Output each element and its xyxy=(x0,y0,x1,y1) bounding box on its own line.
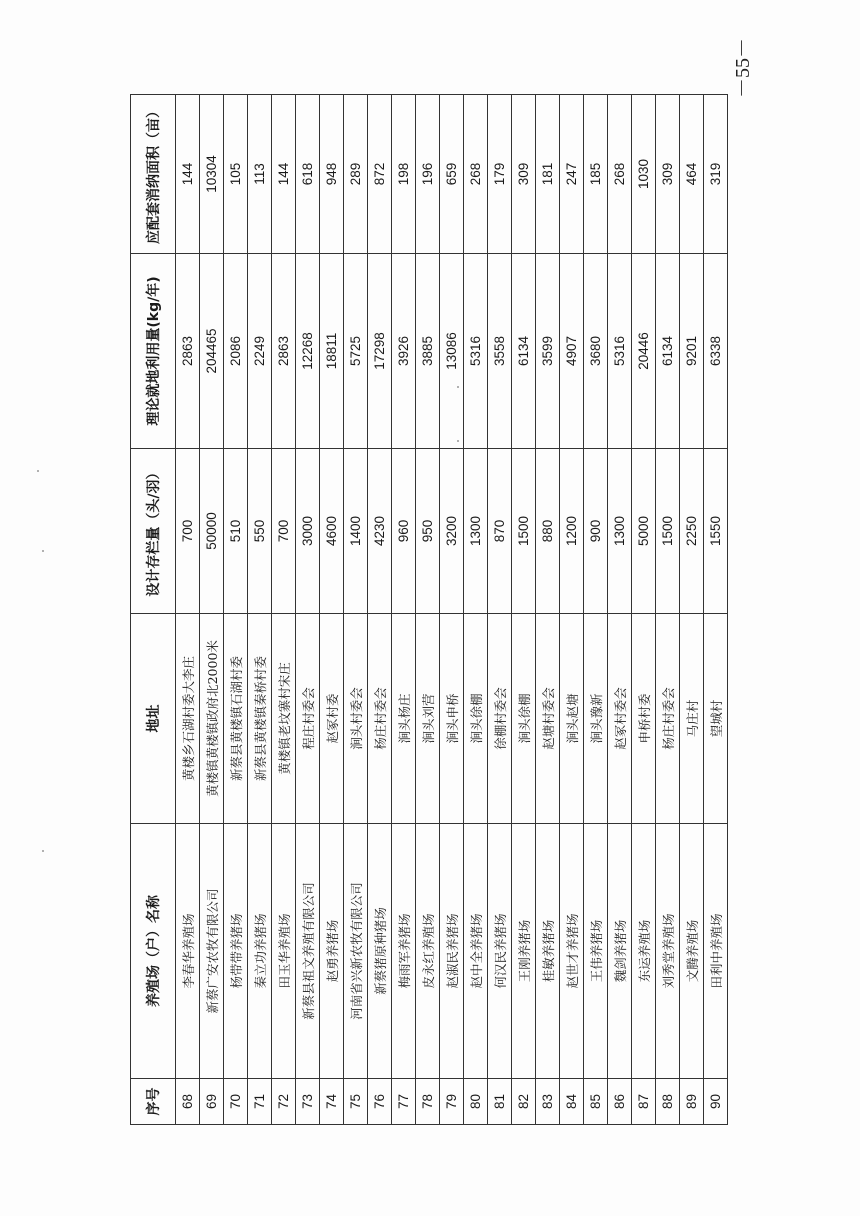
cell-farm-name: 新蔡县祖文养殖有限公司 xyxy=(296,824,320,1079)
cell-capacity: 950 xyxy=(416,449,440,614)
cell-capacity: 50000 xyxy=(200,449,224,614)
cell-land-use: 3680 xyxy=(584,254,608,449)
cell-land-use: 20446 xyxy=(632,254,656,449)
table-row xyxy=(656,95,680,1125)
cell-address: 程庄村委会 xyxy=(296,614,320,824)
rotated-table-container xyxy=(130,95,724,1125)
cell-seq: 86 xyxy=(608,1079,632,1125)
cell-land-use: 2863 xyxy=(176,254,200,449)
cell-land-use: 204465 xyxy=(200,254,224,449)
table-row xyxy=(464,95,488,1125)
cell-land-use: 17298 xyxy=(368,254,392,449)
cell-area: 659 xyxy=(440,95,464,254)
cell-capacity: 4600 xyxy=(320,449,344,614)
table-row xyxy=(512,95,536,1125)
cell-area: 268 xyxy=(608,95,632,254)
cell-capacity: 1400 xyxy=(344,449,368,614)
cell-seq: 74 xyxy=(320,1079,344,1125)
table-row xyxy=(608,95,632,1125)
cell-farm-name: 何汉民养猪场 xyxy=(488,824,512,1079)
cell-farm-name: 新蔡猪原种猪场 xyxy=(368,824,392,1079)
cell-farm-name: 文腾养殖场 xyxy=(680,824,704,1079)
cell-land-use: 5316 xyxy=(608,254,632,449)
cell-area: 181 xyxy=(536,95,560,254)
scan-speck xyxy=(37,470,39,472)
cell-land-use: 12268 xyxy=(296,254,320,449)
cell-capacity: 1200 xyxy=(560,449,584,614)
table-row xyxy=(440,95,464,1125)
cell-address: 涧头刘营 xyxy=(416,614,440,824)
cell-area: 268 xyxy=(464,95,488,254)
cell-land-use: 3926 xyxy=(392,254,416,449)
cell-seq: 73 xyxy=(296,1079,320,1125)
scan-speck xyxy=(42,850,44,852)
cell-area: 948 xyxy=(320,95,344,254)
cell-capacity: 900 xyxy=(584,449,608,614)
cell-area: 10304 xyxy=(200,95,224,254)
table-row xyxy=(344,95,368,1125)
cell-area: 618 xyxy=(296,95,320,254)
cell-land-use: 3558 xyxy=(488,254,512,449)
cell-land-use: 2086 xyxy=(224,254,248,449)
cell-land-use: 9201 xyxy=(680,254,704,449)
cell-seq: 80 xyxy=(464,1079,488,1125)
cell-seq: 76 xyxy=(368,1079,392,1125)
header-required-area: 应配套消纳面积（亩） xyxy=(131,95,176,254)
page-number: －55－ xyxy=(732,38,754,98)
cell-farm-name: 田玉华养殖场 xyxy=(272,824,296,1079)
cell-capacity: 880 xyxy=(536,449,560,614)
cell-capacity: 1550 xyxy=(704,449,728,614)
table-row xyxy=(536,95,560,1125)
table-header-row xyxy=(131,95,176,1125)
table-body xyxy=(176,95,728,1125)
cell-capacity: 5000 xyxy=(632,449,656,614)
cell-area: 179 xyxy=(488,95,512,254)
cell-address: 望城村 xyxy=(704,614,728,824)
cell-address: 涧头杨庄 xyxy=(392,614,416,824)
cell-capacity: 510 xyxy=(224,449,248,614)
cell-farm-name: 秦立功养猪场 xyxy=(248,824,272,1079)
cell-land-use: 5725 xyxy=(344,254,368,449)
cell-farm-name: 赵淑民养猪场 xyxy=(440,824,464,1079)
cell-farm-name: 皮永红养殖场 xyxy=(416,824,440,1079)
cell-area: 289 xyxy=(344,95,368,254)
cell-area: 872 xyxy=(368,95,392,254)
cell-seq: 68 xyxy=(176,1079,200,1125)
cell-seq: 72 xyxy=(272,1079,296,1125)
table-row xyxy=(680,95,704,1125)
cell-address: 黄楼乡石湖村委大李庄 xyxy=(176,614,200,824)
cell-address: 新蔡县黄楼镇石湖村委 xyxy=(224,614,248,824)
cell-seq: 82 xyxy=(512,1079,536,1125)
cell-land-use: 18811 xyxy=(320,254,344,449)
cell-land-use: 3599 xyxy=(536,254,560,449)
cell-land-use: 3885 xyxy=(416,254,440,449)
table-row xyxy=(368,95,392,1125)
table-row xyxy=(272,95,296,1125)
cell-capacity: 550 xyxy=(248,449,272,614)
cell-address: 涧头徐棚 xyxy=(512,614,536,824)
cell-capacity: 960 xyxy=(392,449,416,614)
table-row xyxy=(560,95,584,1125)
cell-seq: 83 xyxy=(536,1079,560,1125)
cell-area: 144 xyxy=(272,95,296,254)
table-row xyxy=(632,95,656,1125)
table-row xyxy=(248,95,272,1125)
cell-area: 247 xyxy=(560,95,584,254)
cell-farm-name: 河南省兴新农牧有限公司 xyxy=(344,824,368,1079)
table-row xyxy=(176,95,200,1125)
header-address: 地址 xyxy=(131,614,176,824)
cell-land-use: 6134 xyxy=(512,254,536,449)
cell-farm-name: 王刚养猪场 xyxy=(512,824,536,1079)
cell-seq: 77 xyxy=(392,1079,416,1125)
cell-address: 马庄村 xyxy=(680,614,704,824)
cell-capacity: 3200 xyxy=(440,449,464,614)
cell-capacity: 1500 xyxy=(656,449,680,614)
cell-area: 185 xyxy=(584,95,608,254)
table-row xyxy=(200,95,224,1125)
cell-address: 赵冢村委会 xyxy=(608,614,632,824)
cell-capacity: 1300 xyxy=(464,449,488,614)
cell-land-use: 6134 xyxy=(656,254,680,449)
cell-address: 申桥村委 xyxy=(632,614,656,824)
cell-land-use: 5316 xyxy=(464,254,488,449)
table-row xyxy=(488,95,512,1125)
header-land-use: 理论就地利用量(kg/年) xyxy=(131,254,176,449)
cell-capacity: 1300 xyxy=(608,449,632,614)
cell-seq: 71 xyxy=(248,1079,272,1125)
cell-capacity: 1500 xyxy=(512,449,536,614)
cell-seq: 87 xyxy=(632,1079,656,1125)
cell-seq: 88 xyxy=(656,1079,680,1125)
scan-speck xyxy=(42,550,44,552)
cell-address: 涧头豫新 xyxy=(584,614,608,824)
cell-farm-name: 杨带带养猪场 xyxy=(224,824,248,1079)
table-row xyxy=(584,95,608,1125)
cell-land-use: 2863 xyxy=(272,254,296,449)
cell-capacity: 2250 xyxy=(680,449,704,614)
cell-address: 新蔡县黄楼镇秦桥村委 xyxy=(248,614,272,824)
cell-capacity: 4230 xyxy=(368,449,392,614)
cell-seq: 84 xyxy=(560,1079,584,1125)
cell-area: 196 xyxy=(416,95,440,254)
table-row xyxy=(704,95,728,1125)
cell-farm-name: 桂敏养猪场 xyxy=(536,824,560,1079)
cell-farm-name: 新蔡广安农牧有限公司 xyxy=(200,824,224,1079)
cell-capacity: 700 xyxy=(272,449,296,614)
cell-seq: 78 xyxy=(416,1079,440,1125)
cell-capacity: 870 xyxy=(488,449,512,614)
cell-farm-name: 赵中全养猪场 xyxy=(464,824,488,1079)
cell-farm-name: 魏剑养猪场 xyxy=(608,824,632,1079)
cell-seq: 90 xyxy=(704,1079,728,1125)
cell-address: 徐棚村委会 xyxy=(488,614,512,824)
table-row xyxy=(320,95,344,1125)
cell-area: 113 xyxy=(248,95,272,254)
cell-farm-name: 梅雨军养猪场 xyxy=(392,824,416,1079)
cell-area: 1030 xyxy=(632,95,656,254)
cell-address: 涧头申桥 xyxy=(440,614,464,824)
cell-farm-name: 赵世才养猪场 xyxy=(560,824,584,1079)
cell-area: 105 xyxy=(224,95,248,254)
cell-address: 赵冢村委 xyxy=(320,614,344,824)
table-row xyxy=(224,95,248,1125)
cell-address: 黄楼镇老坟寨村宋庄 xyxy=(272,614,296,824)
cell-farm-name: 赵勇养猪场 xyxy=(320,824,344,1079)
cell-seq: 69 xyxy=(200,1079,224,1125)
cell-area: 144 xyxy=(176,95,200,254)
table-row xyxy=(392,95,416,1125)
cell-area: 309 xyxy=(512,95,536,254)
table-row xyxy=(416,95,440,1125)
cell-seq: 70 xyxy=(224,1079,248,1125)
livestock-farm-table xyxy=(130,94,728,1125)
cell-farm-name: 刘秀堂养殖场 xyxy=(656,824,680,1079)
cell-area: 319 xyxy=(704,95,728,254)
cell-address: 涧头村委会 xyxy=(344,614,368,824)
cell-seq: 79 xyxy=(440,1079,464,1125)
cell-land-use: 13086 xyxy=(440,254,464,449)
cell-address: 涧头徐棚 xyxy=(464,614,488,824)
cell-seq: 89 xyxy=(680,1079,704,1125)
cell-area: 309 xyxy=(656,95,680,254)
cell-address: 赵塘村委会 xyxy=(536,614,560,824)
header-design-capacity: 设计存栏量（头/羽） xyxy=(131,449,176,614)
cell-address: 涧头赵塘 xyxy=(560,614,584,824)
cell-seq: 81 xyxy=(488,1079,512,1125)
cell-farm-name: 王伟养猪场 xyxy=(584,824,608,1079)
header-farm-name: 养殖场（户）名称 xyxy=(131,824,176,1079)
cell-farm-name: 李春华养殖场 xyxy=(176,824,200,1079)
table-row xyxy=(296,95,320,1125)
cell-area: 198 xyxy=(392,95,416,254)
header-seq: 序号 xyxy=(131,1079,176,1125)
cell-farm-name: 东运养殖场 xyxy=(632,824,656,1079)
cell-land-use: 2249 xyxy=(248,254,272,449)
cell-land-use: 6338 xyxy=(704,254,728,449)
cell-seq: 75 xyxy=(344,1079,368,1125)
cell-address: 杨庄村委会 xyxy=(368,614,392,824)
cell-area: 464 xyxy=(680,95,704,254)
cell-land-use: 4907 xyxy=(560,254,584,449)
cell-address: 黄楼镇黄楼镇政府北2000米 xyxy=(200,614,224,824)
cell-seq: 85 xyxy=(584,1079,608,1125)
cell-capacity: 3000 xyxy=(296,449,320,614)
cell-farm-name: 田利中养殖场 xyxy=(704,824,728,1079)
cell-capacity: 700 xyxy=(176,449,200,614)
cell-address: 杨庄村委会 xyxy=(656,614,680,824)
